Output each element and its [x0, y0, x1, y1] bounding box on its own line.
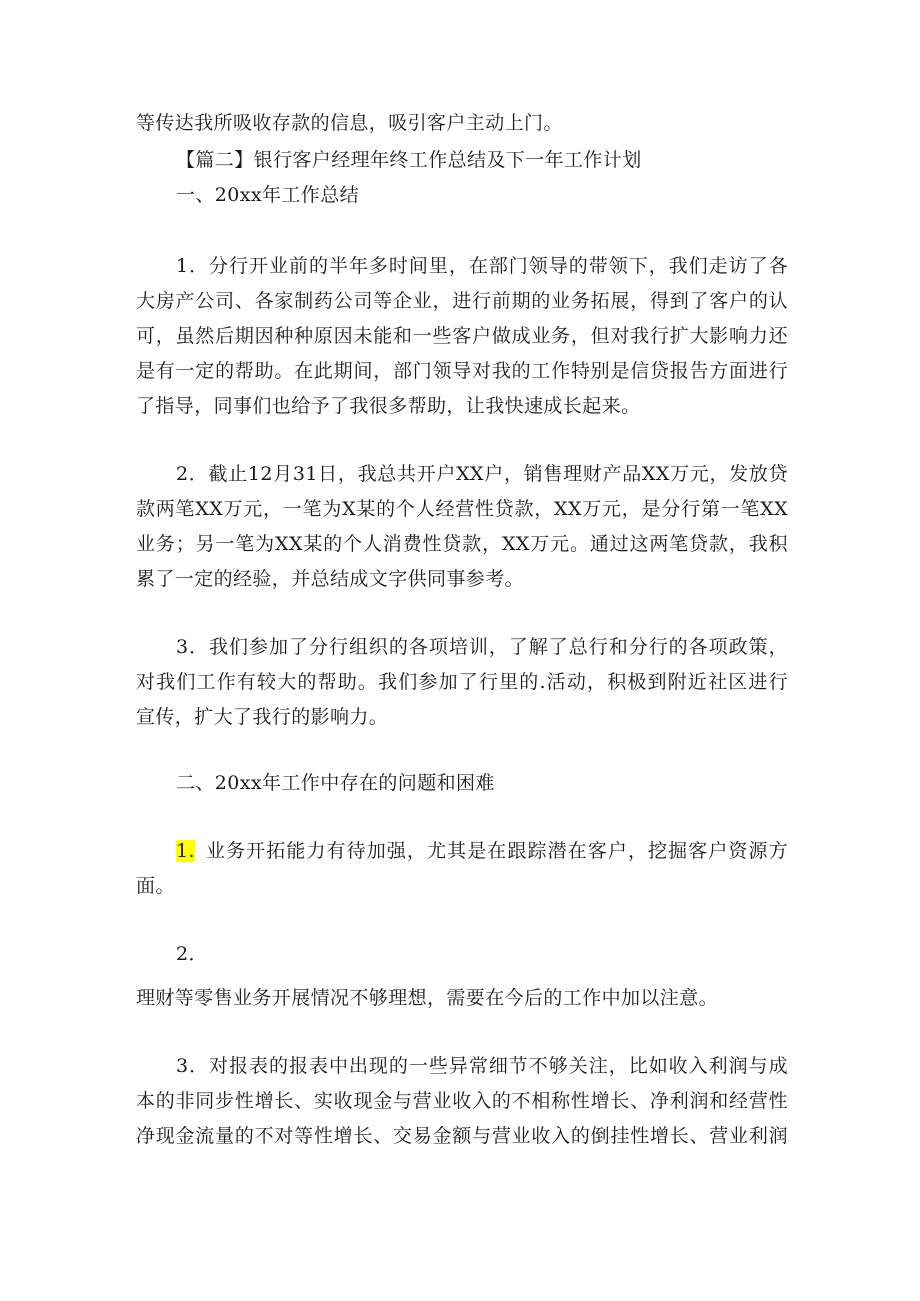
list-marker: 2．: [176, 943, 208, 965]
paragraph-line: 累了一定的经验，并总结成文字供同事参考。: [136, 568, 525, 590]
paragraph-line: 等传达我所吸收存款的信息，吸引客户主动上门。: [136, 112, 563, 134]
paragraph-line: 理财等零售业务开展情况不够理想，需要在今后的工作中加以注意。: [136, 987, 719, 1009]
paragraph-line: 业务；另一笔为XX某的个人消费性贷款，XX万元。通过这两笔贷款，我积: [136, 533, 788, 555]
paragraph-line: 宣传，扩大了我行的影响力。: [136, 706, 389, 728]
paragraph-line: 是有一定的帮助。在此期间，部门领导对我的工作特别是信贷报告方面进行: [136, 360, 788, 382]
paragraph-line: 3．对报表的报表中出现的一些异常细节不够关注，比如收入利润与成: [176, 1055, 788, 1077]
paragraph-line: 本的非同步性增长、实收现金与营业收入的不相称性增长、净利润和经营性: [136, 1090, 788, 1112]
paragraph-line: 面。: [136, 875, 175, 897]
paragraph-line: 大房产公司、各家制药公司等企业，进行前期的业务拓展，得到了客户的认: [136, 290, 788, 312]
paragraph-line: 净现金流量的不对等性增长、交易金额与营业收入的倒挂性增长、营业利润: [136, 1125, 788, 1147]
heading-work-summary: 一、20xx年工作总结: [176, 184, 360, 206]
section-title: 【篇二】银行客户经理年终工作总结及下一年工作计划: [176, 149, 642, 171]
paragraph-line: 业务开拓能力有待加强，尤其是在跟踪潜在客户，挖掘客户资源方: [206, 840, 788, 862]
paragraph-line: 对我们工作有较大的帮助。我们参加了行里的.活动，积极到附近社区进行: [136, 671, 788, 693]
highlight-mark: 1.: [176, 840, 195, 862]
paragraph-line: 1．分行开业前的半年多时间里，在部门领导的带领下，我们走访了各: [176, 255, 788, 277]
list-marker-highlighted: [176, 839, 206, 863]
paragraph-line: 3．我们参加了分行组织的各项培训，了解了总行和分行的各项政策，: [176, 636, 788, 658]
heading-problems: 二、20xx年工作中存在的问题和困难: [176, 772, 495, 794]
paragraph-line: 了指导，同事们也给予了我很多帮助，让我快速成长起来。: [136, 395, 641, 417]
paragraph-line: 可，虽然后期因种种原因未能和一些客户做成业务，但对我行扩大影响力还: [136, 325, 788, 347]
paragraph-line: 2．截止12月31日，我总共开户XX户，销售理财产品XX万元，发放贷: [176, 463, 788, 485]
paragraph-line: 款两笔XX万元，一笔为X某的个人经营性贷款，XX万元，是分行第一笔XX: [136, 498, 788, 520]
